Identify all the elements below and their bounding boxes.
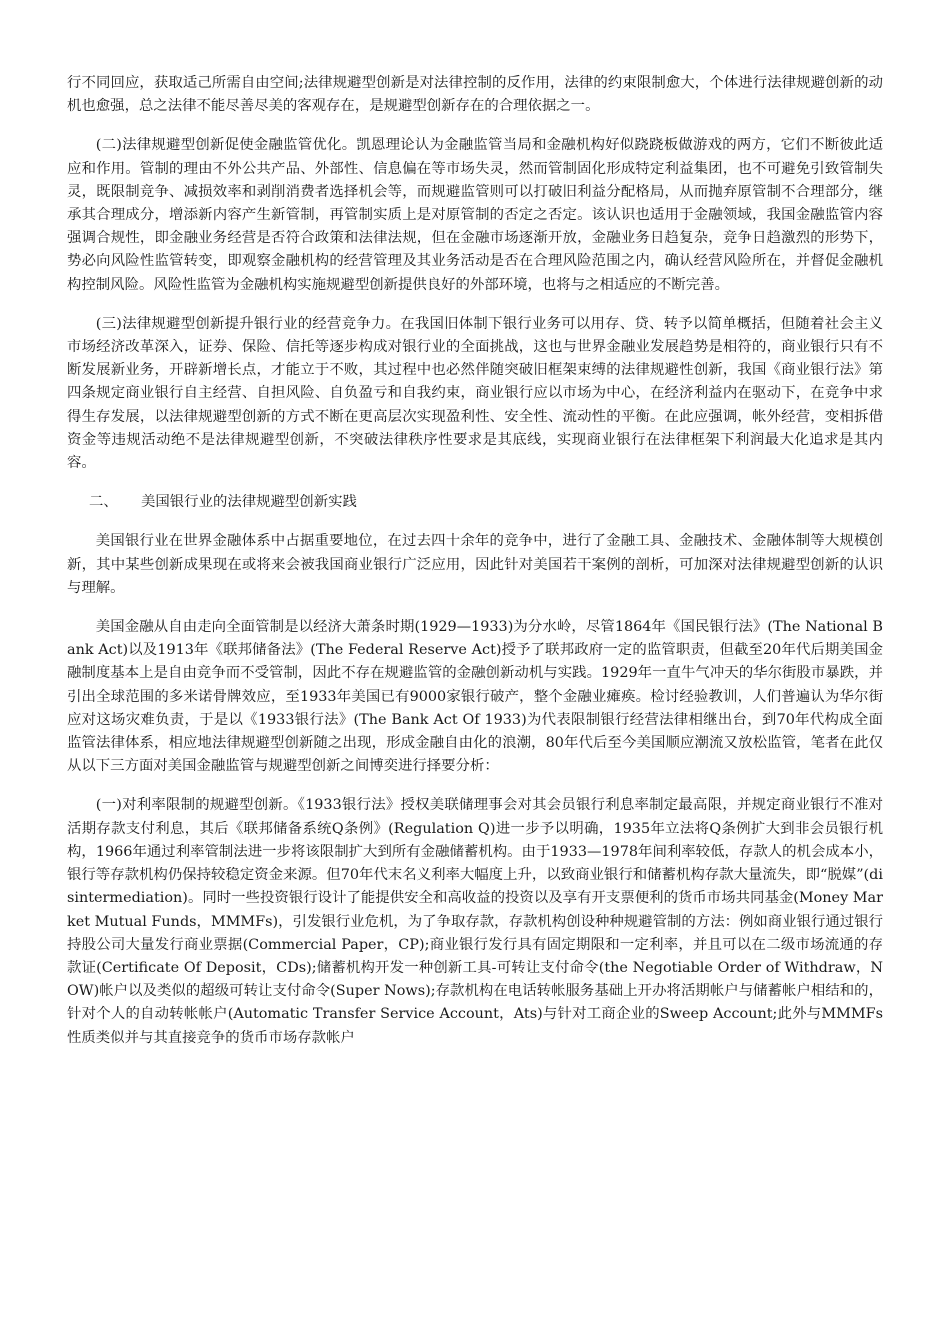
section-number: 二、	[89, 494, 118, 511]
paragraph-regulation-optimization: (二)法律规避型创新促使金融监管优化。凯恩理论认为金融监管当局和金融机构好似跷跷板做游戏的两方，它们不断彼此适应和作用。管制的理由不外公共产品、外部性、信息偏在等市场失灵，然而管制固化形成特定利益集团，也不可避免引致管制失灵，既限制竞争、减损效率和剥削消费者选择机会等，而规避监管则可以打破旧利益分配格局，从而抛弃原管制不合理部分，继承其合理成分，增添新内容产生新管制，再管制实质上是对原管制的否定之否定。该认识也适用于金融领域，我国金融监管内容强调合规性，即金融业务经营是否符合政策和法律法规，但在金融市场逐渐开放，金融业务日趋复杂，竞争日趋激烈的形势下，势必向风险性监管转变，即观察金融机构的经营管理及其业务活动是否在合理风险范围之内，确认经营风险所在，并督促金融机构控制风险。风险性监管为金融机构实施规避型创新提供良好的外部环境，也将与之相适应的不断完善。	[67, 137, 883, 293]
section-heading	[67, 491, 883, 514]
paragraph-interest-rate-innovation: (一)对利率限制的规避型创新。《1933银行法》授权美联储理事会对其会员银行利息率制定最高限，并规定商业银行不准对活期存款支付利息，其后《联邦储备系统Q条例》(Regulation Q)进一步予以明确，1935年立法将Q条例扩大到非会员银行机构，1966年通过利率管制法进一步将该限制扩大到所有金融储蓄机构。由于1933—1978年间利率较低，存款人的机会成本小，银行等存款机构仍保持较稳定资金来源。但70年代末名义利率大幅度上升，以致商业银行和储蓄机构存款大量流失，即“脱媒”(disintermediation)。同时一些投资银行设计了能提供安全和高收益的投资以及享有开支票便利的货币市场共同基金(Money Market Mutual Funds，MMMFs)，引发银行业危机，为了争取存款，存款机构创设种种规避管制的方法：例如商业银行通过银行持股公司大量发行商业票据(Commercial Paper，CP);商业银行发行具有固定期限和一定利率，并且可以在二级市场流通的存款证(Certificate Of Deposit，CDs);储蓄机构开发一种创新工具-可转让支付命令(the Negotiable Order of Withdraw，NOW)帐户以及类似的超级可转让支付命令(Super Nows);存款机构在电话转帐服务基础上开办将活期帐户与储蓄帐户相结和的，针对个人的自动转帐帐户(Automatic Transfer Service Account，Ats)与针对工商企业的Sweep Account;此外与MMMFs性质类似并与其直接竞争的货币市场存款帐户	[67, 797, 883, 1046]
paragraph-us-banking-intro: 美国银行业在世界金融体系中占据重要地位，在过去四十余年的竞争中，进行了金融工具、金融技术、金融体制等大规模创新，其中某些创新成果现在或将来会被我国商业银行广泛应用，因此针对美国若干案例的剖析，可加深对法律规避型创新的认识与理解。	[67, 533, 883, 596]
document-body	[67, 72, 883, 1050]
paragraph-us-regulation-history: 美国金融从自由走向全面管制是以经济大萧条时期(1929—1933)为分水岭，尽管1864年《国民银行法》(The National Bank Act)以及1913年《联邦储备法》(The Federal Reserve Act)授予了联邦政府一定的监管职责，但截至20年代后期美国金融制度基本上是自由竞争而不受管制，因此不存在规避监管的金融创新动机与实践。1929年一直牛气冲天的华尔街股市暴跌，并引出全球范围的多米诺骨牌效应，至1933年美国已有9000家银行破产，整个金融业瘫痪。检讨经验教训，人们普遍认为华尔街应对这场灾难负责，于是以《1933银行法》(The Bank Act Of 1933)为代表限制银行经营法律相继出台，到70年代构成全面监管法律体系，相应地法律规避型创新随之出现，形成金融自由化的浪潮，80年代后至今美国顺应潮流又放松监管，笔者在此仅从以下三方面对美国金融监管与规避型创新之间博奕进行择要分析：	[67, 619, 883, 775]
paragraph-bank-competitiveness: (三)法律规避型创新提升银行业的经营竞争力。在我国旧体制下银行业务可以用存、贷、转予以简单概括，但随着社会主义市场经济改革深入，证券、保险、信托等逐步构成对银行业的全面挑战，这也与世界金融业发展趋势是相符的，商业银行只有不断发展新业务，开辟新增长点，才能立于不败，其过程中也必然伴随突破旧框架束缚的法律规避性创新，我国《商业银行法》第四条规定商业银行自主经营、自担风险、自负盈亏和自我约束，商业银行应以市场为中心，在经济利益内在驱动下，在竞争中求得生存发展，以法律规避型创新的方式不断在更高层次实现盈利性、安全性、流动性的平衡。在此应强调，帐外经营，变相拆借资金等违规活动绝不是法律规避型创新，不突破法律秩序性要求是其底线，实现商业银行在法律框架下利润最大化追求是其内容。	[67, 315, 883, 472]
paragraph-continuation: 行不同回应，获取适己所需自由空间;法律规避型创新是对法律控制的反作用，法律的约束限制愈大，个体进行法律规避创新的动机也愈强，总之法律不能尽善尽美的客观存在，是规避型创新存在的合理依据之一。	[67, 75, 883, 115]
section-title: 美国银行业的法律规避型创新实践	[141, 494, 357, 511]
